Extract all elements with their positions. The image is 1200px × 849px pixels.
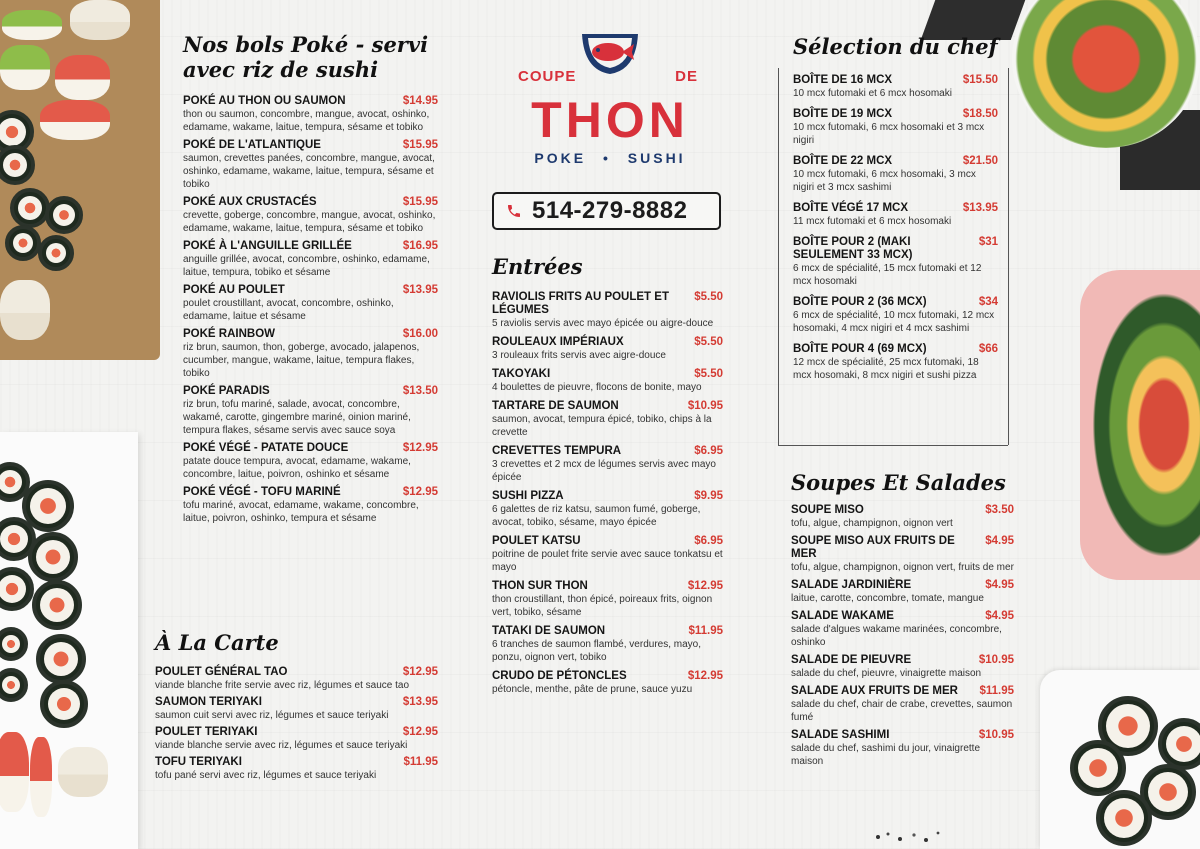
menu-item-header xyxy=(183,95,438,108)
menu-item-header xyxy=(183,240,438,253)
menu-item-description: 10 mcx futomaki et 6 mcx hosomaki xyxy=(793,88,952,99)
menu-item-header xyxy=(793,236,998,262)
menu-item-name: POKÉ AUX CRUSTACÉS xyxy=(183,196,317,208)
menu-item-name: POULET TERIYAKI xyxy=(155,726,258,738)
menu-item-name: BOÎTE DE 19 MCX xyxy=(793,108,893,120)
menu-item-description: salade du chef, pieuvre, vinaigrette maison xyxy=(791,668,982,679)
menu-item-header xyxy=(791,685,1014,698)
menu-item-description: saumon cuit servi avec riz, légumes et sauce teriyaki xyxy=(155,710,389,721)
menu-item-header xyxy=(492,336,723,349)
menu-item xyxy=(183,95,438,134)
menu-item-price: $5.50 xyxy=(694,368,723,380)
menu-item xyxy=(793,74,998,100)
menu-item-price: $13.95 xyxy=(962,202,998,214)
soupes-section-title: Soupes Et Salades xyxy=(791,470,1006,495)
poke-menu-list xyxy=(183,95,438,530)
sushi-tray-photo xyxy=(0,0,160,360)
menu-item-name: POKÉ VÉGÉ - PATATE DOUCE xyxy=(183,442,349,454)
menu-item-header xyxy=(183,328,438,341)
menu-item xyxy=(791,729,1014,768)
menu-item-name: BOÎTE DE 16 MCX xyxy=(793,74,893,86)
menu-item-name: BOÎTE VÉGÉ 17 MCX xyxy=(793,202,909,214)
menu-item-price: $18.50 xyxy=(962,108,998,120)
brand-de: DE xyxy=(675,68,698,85)
menu-item xyxy=(791,579,1014,605)
menu-item xyxy=(183,139,438,191)
menu-item xyxy=(492,291,723,330)
menu-item xyxy=(793,202,998,228)
chef-menu-list xyxy=(793,74,998,390)
phone-number: 514-279-8882 xyxy=(532,197,688,224)
menu-item-header xyxy=(791,579,1014,592)
menu-item-header xyxy=(183,442,438,455)
menu-item-header xyxy=(492,445,723,458)
menu-item-description: riz brun, tofu mariné, salade, avocat, concombre, wakamé, carotte, gingembre mariné, oinion mariné, tempura flakes, sésame servis avec sauce soya xyxy=(183,399,411,436)
menu-item-description: thon ou saumon, concombre, mangue, avocat, oshinko, edamame, wakame, laitue, tempura, sésame et tobiko xyxy=(183,109,430,133)
menu-item-description: pétoncle, menthe, pâte de prune, sauce yuzu xyxy=(492,684,693,695)
menu-item-name: TAKOYAKI xyxy=(492,368,551,380)
menu-item xyxy=(793,343,998,382)
menu-item-name: POKÉ À L'ANGUILLE GRILLÉE xyxy=(183,240,352,252)
menu-item-name: BOÎTE POUR 2 (MAKI SEULEMENT 33 MCX) xyxy=(793,236,913,261)
menu-item-description: 6 tranches de saumon flambé, verdures, mayo, ponzu, oignon vert, tobiko xyxy=(492,639,701,663)
brand-tagline: POKE • SUSHI xyxy=(534,150,686,166)
menu-item-header xyxy=(791,610,1014,623)
entrees-section-title: Entrées xyxy=(492,254,583,279)
menu-item-description: viande blanche frite servie avec riz, légumes et sauce tao xyxy=(155,680,410,691)
menu-item-description: tofu, algue, champignon, oignon vert, fruits de mer xyxy=(791,562,1014,573)
menu-item-price: $10.95 xyxy=(978,729,1014,741)
menu-item-price: $15.95 xyxy=(402,139,438,151)
menu-item-price: $4.95 xyxy=(985,610,1014,622)
phone-icon xyxy=(506,203,522,219)
menu-item xyxy=(155,696,438,722)
menu-item-header xyxy=(492,535,723,548)
menu-item-name: RAVIOLIS FRITS AU POULET ET LÉGUMES xyxy=(492,291,669,316)
menu-item-description: poulet croustillant, avocat, concombre, oshinko, edamame, laitue et sésame xyxy=(183,298,394,322)
menu-item-description: 5 raviolis servis avec mayo épicée ou aigre-douce xyxy=(492,318,714,329)
menu-item xyxy=(492,490,723,529)
menu-item-header xyxy=(155,726,438,739)
menu-item-price: $4.95 xyxy=(985,579,1014,591)
menu-item-header xyxy=(183,139,438,152)
menu-item-name: POULET GÉNÉRAL TAO xyxy=(155,666,288,678)
menu-item-header xyxy=(793,108,998,121)
menu-item-price: $14.95 xyxy=(402,95,438,107)
menu-item-name: SALADE AUX FRUITS DE MER xyxy=(791,685,958,697)
menu-item-description: 6 mcx de spécialité, 10 mcx futomaki, 12 mcx hosomaki, 4 mcx nigiri et 4 mcx sashimi xyxy=(793,310,995,334)
menu-item-description: thon croustillant, thon épicé, poireaux frits, oignon vert, tobiko, sésame xyxy=(492,594,713,618)
menu-item-description: laitue, carotte, concombre, tomate, mangue xyxy=(791,593,984,604)
menu-item-price: $11.95 xyxy=(403,756,438,768)
menu-item-price: $6.95 xyxy=(694,445,723,457)
menu-item-price: $34 xyxy=(978,296,998,308)
menu-item-header xyxy=(793,202,998,215)
menu-item xyxy=(793,236,998,288)
menu-item-price: $11.95 xyxy=(979,685,1014,697)
menu-item-name: SOUPE MISO xyxy=(791,504,864,516)
menu-item xyxy=(183,442,438,481)
menu-item-name: SAUMON TERIYAKI xyxy=(155,696,262,708)
menu-item-description: 3 rouleaux frits servis avec aigre-douce xyxy=(492,350,666,361)
carte-section-title: À La Carte xyxy=(155,630,279,655)
menu-item-price: $12.95 xyxy=(402,486,438,498)
menu-item-price: $3.50 xyxy=(985,504,1014,516)
chef-section-title: Sélection du chef xyxy=(793,34,998,59)
menu-item-name: TARTARE DE SAUMON xyxy=(492,400,619,412)
menu-item-name: POKÉ AU POULET xyxy=(183,284,285,296)
menu-item-name: POKÉ DE L'ATLANTIQUE xyxy=(183,139,321,151)
menu-item-price: $5.50 xyxy=(694,336,723,348)
phone-number-box[interactable] xyxy=(492,192,721,230)
menu-item-description: 6 mcx de spécialité, 15 mcx futomaki et 12 mcx hosomaki xyxy=(793,263,982,287)
menu-item-header xyxy=(492,670,723,683)
menu-item xyxy=(492,625,723,664)
menu-item-description: 10 mcx futomaki, 6 mcx hosomaki et 3 mcx nigiri xyxy=(793,122,985,146)
menu-item-price: $15.95 xyxy=(402,196,438,208)
menu-item-description: 4 boulettes de pieuvre, flocons de bonite, mayo xyxy=(492,382,702,393)
menu-item-header xyxy=(183,196,438,209)
menu-item-name: SALADE JARDINIÈRE xyxy=(791,579,912,591)
menu-item-description: 10 mcx futomaki, 6 mcx hosomaki, 3 mcx nigiri et 3 mcx sashimi xyxy=(793,169,976,193)
menu-item-description: tofu pané servi avec riz, légumes et sauce teriyaki xyxy=(155,770,377,781)
menu-item-name: CRUDO DE PÉTONCLES xyxy=(492,670,627,682)
menu-item-price: $31 xyxy=(978,236,998,248)
menu-item xyxy=(183,486,438,525)
fish-bowl-icon xyxy=(578,30,642,78)
menu-item xyxy=(791,535,1014,574)
menu-item-name: POULET KATSU xyxy=(492,535,581,547)
menu-item-name: SOUPE MISO AUX FRUITS DE MER xyxy=(791,535,955,560)
menu-item-name: SALADE WAKAME xyxy=(791,610,894,622)
menu-item xyxy=(183,196,438,235)
menu-item-header xyxy=(492,368,723,381)
menu-item-description: 12 mcx de spécialité, 25 mcx futomaki, 18 mcx hosomaki, 8 mcx nigiri et sushi pizza xyxy=(793,357,979,381)
menu-item-price: $13.95 xyxy=(402,696,438,708)
menu-item xyxy=(155,666,438,692)
entrees-menu-list xyxy=(492,291,723,702)
menu-item-header xyxy=(791,535,1014,561)
menu-item-price: $10.95 xyxy=(978,654,1014,666)
menu-item-name: SALADE SASHIMI xyxy=(791,729,890,741)
pepper-crumbs xyxy=(870,828,950,843)
menu-item-header xyxy=(492,625,723,638)
menu-item-name: BOÎTE POUR 2 (36 MCX) xyxy=(793,296,927,308)
menu-item xyxy=(791,610,1014,649)
menu-item-name: CREVETTES TEMPURA xyxy=(492,445,622,457)
menu-item-header xyxy=(793,74,998,87)
brand-logo xyxy=(500,30,720,170)
menu-item-name: SUSHI PIZZA xyxy=(492,490,564,502)
menu-item-description: salade du chef, sashimi du jour, vinaigrette maison xyxy=(791,743,980,767)
menu-item-name: POKÉ PARADIS xyxy=(183,385,270,397)
menu-item-description: anguille grillée, avocat, concombre, oshinko, edamame, laitue, tempura, tobiko et sésame xyxy=(183,254,430,278)
menu-item-name: POKÉ RAINBOW xyxy=(183,328,275,340)
menu-item-price: $13.95 xyxy=(402,284,438,296)
menu-item-price: $4.95 xyxy=(985,535,1014,547)
menu-item-description: 3 crevettes et 2 mcx de légumes servis avec mayo épicée xyxy=(492,459,716,483)
menu-item-name: TOFU TERIYAKI xyxy=(155,756,242,768)
menu-item-description: viande blanche servie avec riz, légumes et sauce teriyaki xyxy=(155,740,408,751)
menu-item-price: $12.95 xyxy=(402,442,438,454)
menu-item-header xyxy=(155,756,438,769)
menu-item xyxy=(793,108,998,147)
menu-item-header xyxy=(791,729,1014,742)
menu-item-header xyxy=(793,155,998,168)
menu-item-description: poitrine de poulet frite servie avec sauce tonkatsu et mayo xyxy=(492,549,723,573)
menu-item xyxy=(183,328,438,380)
menu-item-price: $16.00 xyxy=(402,328,438,340)
menu-item-price: $16.95 xyxy=(402,240,438,252)
sushi-plate-photo xyxy=(0,432,138,849)
menu-item-price: $9.95 xyxy=(694,490,723,502)
menu-item-header xyxy=(155,666,438,679)
menu-item-price: $13.50 xyxy=(402,385,438,397)
menu-item-name: SALADE DE PIEUVRE xyxy=(791,654,912,666)
maki-plate-photo xyxy=(1040,670,1200,849)
menu-item xyxy=(492,535,723,574)
menu-item-description: patate douce tempura, avocat, edamame, wakame, concombre, laitue, poivron, oshinko et sésame xyxy=(183,456,411,480)
menu-item-header xyxy=(183,486,438,499)
menu-item-header xyxy=(791,654,1014,667)
menu-item-description: tofu mariné, avocat, edamame, wakame, concombre, laitue, poivron, oshinko, tempura et sésame xyxy=(183,500,419,524)
menu-item-name: THON SUR THON xyxy=(492,580,588,592)
menu-item-description: saumon, avocat, tempura épicé, tobiko, chips à la crevette xyxy=(492,414,712,438)
menu-item-name: ROULEAUX IMPÉRIAUX xyxy=(492,336,624,348)
menu-item-name: TATAKI DE SAUMON xyxy=(492,625,606,637)
menu-item-description: saumon, crevettes panées, concombre, mangue, avocat, oshinko, edamame, wakame, laitue, tempura, sésame et tobiko xyxy=(183,153,435,190)
menu-item xyxy=(492,445,723,484)
menu-item-header xyxy=(791,504,1014,517)
menu-item-header xyxy=(492,490,723,503)
menu-item-price: $12.95 xyxy=(402,666,438,678)
menu-item xyxy=(183,284,438,323)
menu-item-price: $15.50 xyxy=(962,74,998,86)
menu-item xyxy=(155,726,438,752)
menu-item xyxy=(492,580,723,619)
menu-item-description: salade du chef, chair de crabe, crevettes, saumon fumé xyxy=(791,699,1013,723)
menu-item-description: tofu, algue, champignon, oignon vert xyxy=(791,518,953,529)
menu-item-price: $66 xyxy=(978,343,998,355)
carte-menu-list xyxy=(155,666,438,786)
menu-item-header xyxy=(492,291,723,317)
menu-item-description: 6 galettes de riz katsu, saumon fumé, goberge, avocat, tobiko, sésame, mayo épicée xyxy=(492,504,701,528)
menu-item-price: $12.95 xyxy=(687,580,723,592)
menu-item xyxy=(492,368,723,394)
menu-item xyxy=(791,685,1014,724)
menu-item-price: $12.95 xyxy=(402,726,438,738)
brand-thon: THON xyxy=(531,92,689,148)
menu-item xyxy=(183,385,438,437)
soupes-menu-list xyxy=(791,504,1014,773)
menu-item-header xyxy=(492,400,723,413)
menu-item-price: $5.50 xyxy=(694,291,723,303)
menu-item xyxy=(791,504,1014,530)
menu-item-description: 11 mcx futomaki et 6 mcx hosomaki xyxy=(793,216,952,227)
menu-item-description: salade d'algues wakame marinées, concombre, oshinko xyxy=(791,624,1002,648)
menu-item-header xyxy=(155,696,438,709)
menu-item-header xyxy=(793,296,998,309)
menu-item-header xyxy=(793,343,998,356)
menu-item-header xyxy=(183,284,438,297)
menu-item-price: $10.95 xyxy=(687,400,723,412)
menu-item xyxy=(793,296,998,335)
menu-item-name: POKÉ AU THON OU SAUMON xyxy=(183,95,346,107)
menu-item xyxy=(793,155,998,194)
menu-item-name: POKÉ VÉGÉ - TOFU MARINÉ xyxy=(183,486,341,498)
menu-item-price: $6.95 xyxy=(694,535,723,547)
sushi-pizza-photo xyxy=(1080,270,1200,580)
menu-item xyxy=(492,336,723,362)
menu-item xyxy=(791,654,1014,680)
menu-item xyxy=(155,756,438,782)
brand-coupe: COUPE xyxy=(518,68,577,85)
menu-item-description: riz brun, saumon, thon, goberge, avocado, jalapenos, cucumber, mangue, wakame, laitue, tempura flakes, tobiko xyxy=(183,342,420,379)
menu-item-name: BOÎTE DE 22 MCX xyxy=(793,155,893,167)
menu-item xyxy=(183,240,438,279)
menu-item-header xyxy=(183,385,438,398)
menu-item xyxy=(492,400,723,439)
menu-item-header xyxy=(492,580,723,593)
menu-item xyxy=(492,670,723,696)
menu-item-name: BOÎTE POUR 4 (69 MCX) xyxy=(793,343,927,355)
menu-item-price: $12.95 xyxy=(687,670,723,682)
menu-item-description: crevette, goberge, concombre, mangue, avocat, oshinko, edamame, wakame, laitue, tempura, sésame et tobiko xyxy=(183,210,436,234)
menu-item-price: $11.95 xyxy=(688,625,723,637)
menu-item-price: $21.50 xyxy=(962,155,998,167)
poke-section-title: Nos bols Poké - servi avec riz de sushi xyxy=(183,32,429,82)
